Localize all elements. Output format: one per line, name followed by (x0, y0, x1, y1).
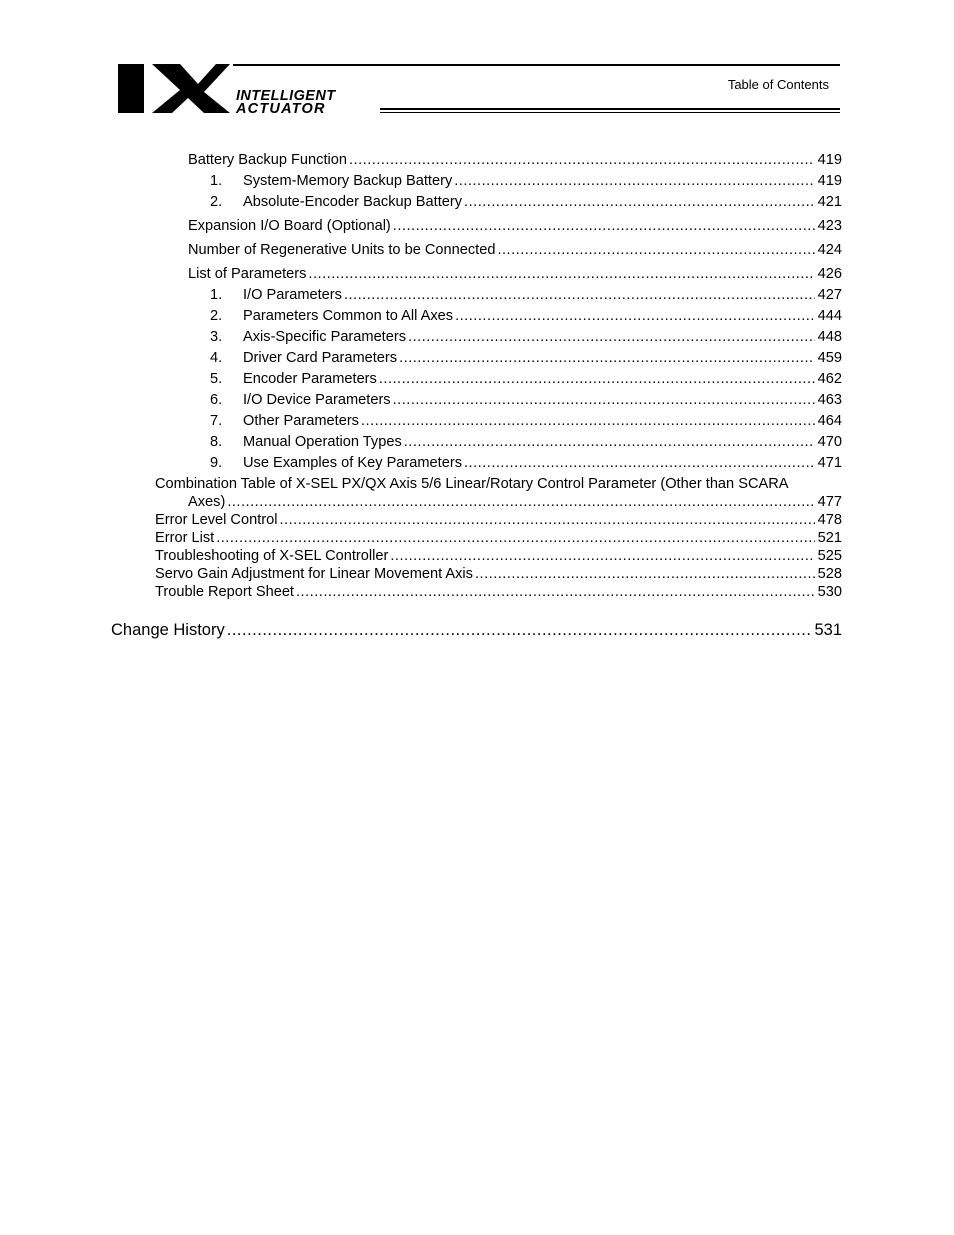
toc-leader (227, 493, 814, 511)
toc-entry[interactable] (155, 583, 842, 601)
toc-entry-page: 478 (817, 512, 842, 528)
toc-entry-title: Error Level Control (155, 512, 278, 528)
toc-leader (464, 454, 815, 472)
toc-entry-page: 463 (817, 392, 842, 408)
toc-entry-title: Servo Gain Adjustment for Linear Movement Axis (155, 566, 473, 582)
toc-entry-title: Troubleshooting of X-SEL Controller (155, 548, 389, 564)
toc-entry-page: 426 (817, 266, 842, 282)
toc-entry-number: 6. (210, 392, 223, 408)
toc-leader (454, 172, 814, 190)
toc-entry-page: 525 (817, 548, 842, 564)
toc-entry-title: Encoder Parameters (243, 371, 377, 387)
toc-leader (349, 151, 815, 169)
toc-entry-title: Change History (111, 621, 225, 639)
header-rule-bottom-thin (380, 112, 840, 113)
toc-entry-page: 462 (817, 371, 842, 387)
toc-entry[interactable] (155, 529, 842, 547)
toc-entry-number: 1. (210, 287, 223, 303)
toc-entry-title: Driver Card Parameters (243, 350, 398, 366)
toc-entry-title: System-Memory Backup Battery (243, 173, 453, 189)
toc-entry-page: 477 (817, 494, 842, 510)
toc-entry[interactable] (210, 193, 842, 211)
toc-entry-title: Other Parameters (243, 413, 359, 429)
toc-entry-title: Parameters Common to All Axes (243, 308, 454, 324)
toc-entry[interactable] (210, 370, 842, 388)
toc-entry-page: 427 (817, 287, 842, 303)
toc-entry-title: Use Examples of Key Parameters (243, 455, 462, 471)
toc-entry[interactable] (210, 391, 842, 409)
toc-entry-title: Axes) (188, 494, 226, 510)
toc-entry-combination-line1[interactable]: Combination Table of X-SEL PX/QX Axis 5/6 Linear/Rotary Control Parameter (Other than SCARA (155, 476, 789, 492)
toc-entry-number: 5. (210, 371, 223, 387)
toc-entry-page: 521 (817, 530, 842, 546)
toc-entry-number: 8. (210, 434, 223, 450)
toc-entry-page: 448 (817, 329, 842, 345)
toc-leader (361, 412, 815, 430)
toc-entry[interactable] (155, 547, 842, 565)
toc-entry-page: 419 (817, 152, 842, 168)
logo-text-actuator: ACTUATOR (236, 101, 326, 117)
toc-leader (455, 307, 815, 325)
toc-entry[interactable] (188, 493, 842, 511)
toc-entry-title: Axis-Specific Parameters (243, 329, 407, 345)
toc-entry-title: Error List (155, 530, 215, 546)
header-rule-top (233, 64, 840, 66)
toc-entry[interactable] (188, 151, 842, 169)
toc-entry-title: Expansion I/O Board (Optional) (188, 218, 391, 234)
toc-entry-page: 464 (817, 413, 842, 429)
toc-entry-page: 471 (817, 455, 842, 471)
logo-text-intelligent: INTELLIGENT (236, 88, 336, 104)
toc-leader (393, 217, 815, 235)
toc-entry-page: 444 (817, 308, 842, 324)
toc-entry-page: 470 (817, 434, 842, 450)
toc-leader (404, 433, 815, 451)
toc-entry[interactable] (210, 433, 842, 451)
toc-leader (399, 349, 815, 367)
toc-entry[interactable] (210, 286, 842, 304)
header-section-title: Table of Contents (727, 77, 829, 92)
toc-entry[interactable] (210, 454, 842, 472)
toc-entry-page: 421 (817, 194, 842, 210)
toc-entry-page: 424 (817, 242, 842, 258)
toc-entry-number: 7. (210, 413, 223, 429)
toc-entry[interactable] (210, 349, 842, 367)
toc-entry-title: Trouble Report Sheet (155, 584, 294, 600)
toc-entry-number: 2. (210, 308, 223, 324)
toc-entry-change-history[interactable] (111, 620, 842, 640)
toc-entry-page: 423 (817, 218, 842, 234)
toc-entry-number: 3. (210, 329, 223, 345)
toc-entry-title: Absolute-Encoder Backup Battery (243, 194, 463, 210)
header-rule-bottom (380, 108, 840, 110)
toc-leader (393, 391, 815, 409)
toc-leader (279, 511, 814, 529)
toc-leader (379, 370, 815, 388)
toc-leader (296, 583, 815, 601)
toc-entry-number: 2. (210, 194, 223, 210)
toc-entry[interactable] (188, 241, 842, 259)
toc-entry-title: Battery Backup Function (188, 152, 347, 168)
toc-entry-number: 1. (210, 173, 223, 189)
toc-entry[interactable] (188, 217, 842, 235)
toc-entry-title: I/O Parameters (243, 287, 342, 303)
toc-entry[interactable] (188, 265, 842, 283)
toc-entry[interactable] (155, 511, 842, 529)
toc-entry-page: 531 (814, 621, 842, 639)
toc-entry[interactable] (155, 565, 842, 583)
toc-entry[interactable] (210, 307, 842, 325)
toc-entry-title: I/O Device Parameters (243, 392, 391, 408)
toc-entry[interactable] (210, 412, 842, 430)
toc-entry-page: 530 (817, 584, 842, 600)
toc-leader (390, 547, 814, 565)
toc-entry-page: 528 (817, 566, 842, 582)
toc-leader (227, 620, 812, 640)
toc-entry-page: 459 (817, 350, 842, 366)
toc-leader (464, 193, 815, 211)
toc-leader (408, 328, 815, 346)
toc-entry[interactable] (210, 172, 842, 190)
toc-leader (308, 265, 814, 283)
toc-leader (497, 241, 814, 259)
toc-entry-page: 419 (817, 173, 842, 189)
toc-entry-number: 9. (210, 455, 223, 471)
toc-entry-title: List of Parameters (188, 266, 307, 282)
toc-entry-title: Manual Operation Types (243, 434, 402, 450)
toc-entry-number: 4. (210, 350, 223, 366)
toc-leader (475, 565, 815, 583)
toc-leader (344, 286, 815, 304)
toc-leader (216, 529, 814, 547)
toc-entry-title: Number of Regenerative Units to be Connected (188, 242, 496, 258)
toc-entry[interactable] (210, 328, 842, 346)
